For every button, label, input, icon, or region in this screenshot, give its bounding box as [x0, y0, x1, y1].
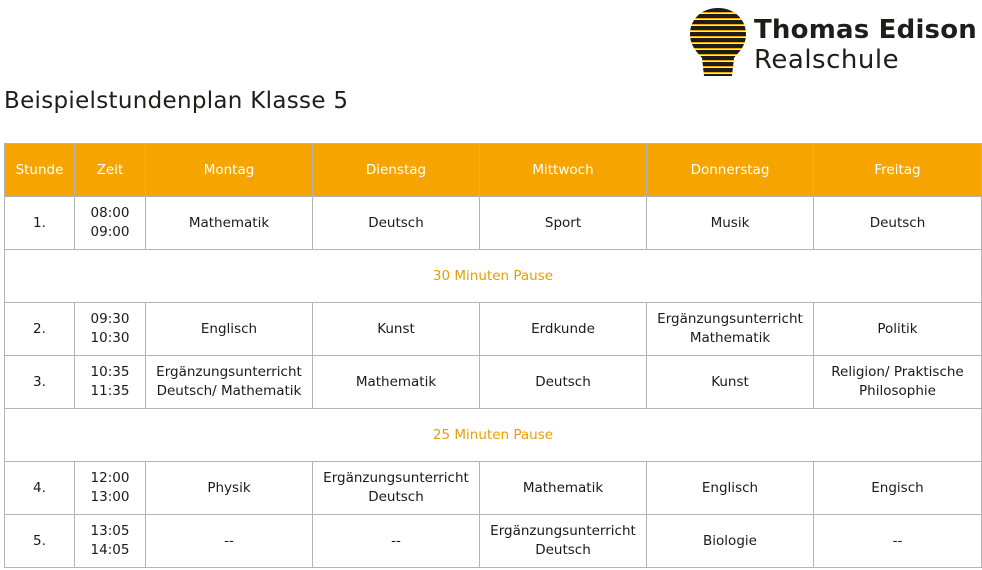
bulb-stripe-dark	[688, 38, 748, 42]
bulb-stripe-dark	[688, 68, 748, 72]
timetable	[4, 143, 982, 568]
subject-cell	[313, 303, 480, 356]
subject-label: Sport	[544, 214, 582, 231]
bulb-stripe-accent	[688, 24, 748, 25]
subject-label: Deutsch	[869, 214, 926, 231]
lesson-row	[5, 462, 982, 515]
subject-cell	[814, 197, 982, 250]
subject-cell	[313, 515, 480, 568]
bulb-stripe-dark	[688, 50, 748, 54]
subject-label: Physik	[207, 479, 251, 496]
pause-row	[5, 409, 982, 462]
column-header: Dienstag	[313, 144, 480, 197]
bulb-stripe-dark	[688, 32, 748, 36]
school-logo	[688, 6, 982, 80]
subject-label: Deutsch/ Mathematik	[156, 383, 302, 399]
column-header: Zeit	[75, 144, 146, 197]
subject-label: Ergänzungsunterricht	[490, 523, 636, 539]
period-number: 3.	[5, 356, 75, 409]
bulb-stripe-dark	[688, 20, 748, 24]
subject-label: Deutsch	[535, 542, 591, 558]
subject-cell	[480, 515, 647, 568]
subject-label: Deutsch	[535, 373, 591, 390]
lesson-row	[5, 356, 982, 409]
time-start: 12:00	[90, 470, 130, 486]
column-header: Donnerstag	[647, 144, 814, 197]
subject-cell	[480, 197, 647, 250]
subject-label: --	[391, 532, 401, 549]
bulb-stripe-accent	[688, 48, 748, 49]
subject-cell	[146, 515, 313, 568]
time-end: 11:35	[90, 383, 130, 399]
column-header: Freitag	[814, 144, 982, 197]
subject-cell	[647, 197, 814, 250]
bulb-stripe-dark	[688, 74, 748, 78]
subject-label: Erdkunde	[531, 320, 595, 337]
bulb-stripe-dark	[688, 26, 748, 30]
period-time	[75, 197, 146, 250]
period-time	[75, 303, 146, 356]
subject-cell	[647, 303, 814, 356]
time-end: 10:30	[90, 330, 130, 346]
subject-cell	[146, 303, 313, 356]
bulb-stripe-dark	[688, 8, 748, 12]
period-time	[75, 356, 146, 409]
subject-label: Religion/ Praktische	[831, 364, 964, 380]
subject-label: Musik	[710, 214, 750, 231]
bulb-stripe-accent	[688, 36, 748, 37]
subject-cell	[313, 356, 480, 409]
time-start: 08:00	[90, 205, 130, 221]
subject-label: Englisch	[200, 320, 258, 337]
bulb-stripe-accent	[688, 78, 748, 79]
pause-row	[5, 250, 982, 303]
bulb-stripe-dark	[688, 56, 748, 60]
lesson-row	[5, 303, 982, 356]
period-time	[75, 515, 146, 568]
subject-label: Englisch	[701, 479, 759, 496]
time-end: 09:00	[90, 224, 130, 240]
period-time	[75, 462, 146, 515]
subject-cell	[814, 462, 982, 515]
bulb-stripe-dark	[688, 44, 748, 48]
period-number: 1.	[5, 197, 75, 250]
period-number: 5.	[5, 515, 75, 568]
lesson-row	[5, 197, 982, 250]
subject-label: Kunst	[377, 320, 415, 337]
subject-label: Mathematik	[522, 479, 604, 496]
bulb-stripe-accent	[688, 54, 748, 55]
subject-cell	[814, 515, 982, 568]
striped-lightbulb-icon	[688, 6, 748, 80]
school-name: Thomas Edison	[754, 15, 978, 45]
bulb-stripe-accent	[688, 66, 748, 67]
subject-label: Philosophie	[859, 383, 936, 399]
pause-label: 30 Minuten Pause	[5, 250, 982, 303]
bulb-stripe-accent	[688, 42, 748, 43]
column-header: Stunde	[5, 144, 75, 197]
bulb-stripe-dark	[688, 62, 748, 66]
bulb-stripe-accent	[688, 30, 748, 31]
subject-cell	[146, 197, 313, 250]
lesson-row	[5, 515, 982, 568]
time-end: 13:00	[90, 489, 130, 505]
subject-label: --	[224, 532, 234, 549]
subject-cell	[146, 462, 313, 515]
subject-cell	[814, 303, 982, 356]
subject-cell	[480, 303, 647, 356]
subject-label: Mathematik	[188, 214, 270, 231]
subject-label: Mathematik	[355, 373, 437, 390]
subject-label: Engisch	[871, 479, 924, 496]
subject-cell	[647, 462, 814, 515]
subject-label: --	[892, 532, 903, 549]
column-header: Mittwoch	[480, 144, 647, 197]
subject-cell	[480, 356, 647, 409]
subject-cell	[480, 462, 647, 515]
subject-cell	[313, 462, 480, 515]
subject-label: Ergänzungsunterricht	[323, 470, 469, 486]
subject-label: Kunst	[711, 373, 749, 390]
subject-label: Mathematik	[689, 330, 771, 346]
subject-cell	[814, 356, 982, 409]
time-start: 10:35	[90, 364, 130, 380]
period-number: 4.	[5, 462, 75, 515]
subject-cell	[647, 515, 814, 568]
bulb-stripe-accent	[688, 18, 748, 19]
bulb-stripe-accent	[688, 12, 748, 13]
bulb-stripe-accent	[688, 60, 748, 61]
bulb-stripe-accent	[688, 72, 748, 73]
subject-label: Ergänzungsunterricht	[156, 364, 302, 380]
time-end: 14:05	[90, 542, 130, 558]
timetable-header-row	[5, 144, 982, 197]
subject-cell	[146, 356, 313, 409]
subject-label: Biologie	[703, 532, 757, 549]
pause-label: 25 Minuten Pause	[5, 409, 982, 462]
subject-label: Ergänzungsunterricht	[657, 311, 803, 327]
subject-label: Deutsch	[368, 214, 424, 231]
bulb-stripe-dark	[688, 14, 748, 18]
subject-cell	[313, 197, 480, 250]
column-header: Montag	[146, 144, 313, 197]
time-start: 13:05	[90, 523, 130, 539]
subject-label: Politik	[877, 320, 918, 337]
subject-label: Deutsch	[368, 489, 424, 505]
time-start: 09:30	[90, 311, 130, 327]
school-subtitle: Realschule	[754, 45, 900, 75]
subject-cell	[647, 356, 814, 409]
page-title: Beispielstundenplan Klasse 5	[4, 88, 349, 114]
period-number: 2.	[5, 303, 75, 356]
